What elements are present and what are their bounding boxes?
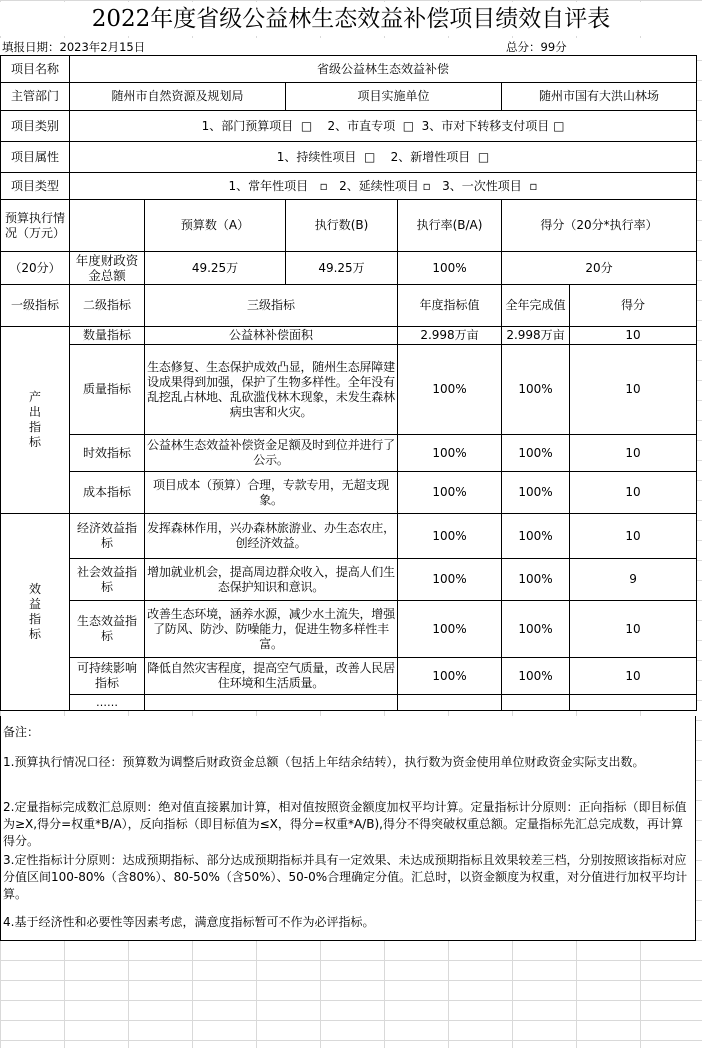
note-4: 4.基于经济性和必要性等因素考虑，满意度指标暂可不作为必评指标。 bbox=[3, 915, 375, 929]
budget-value-rate: 100% bbox=[398, 252, 502, 285]
header-level1: 一级指标 bbox=[1, 285, 70, 327]
group-effect: 效益指标 bbox=[1, 514, 70, 711]
effect-l3: 降低自然灾害程度，提高空气质量，改善人民居住环境和生活质量。 bbox=[145, 658, 398, 695]
budget-header-a: 预算数（A） bbox=[145, 200, 286, 252]
budget-value-row bbox=[1, 252, 697, 285]
effect-l3: 增加就业机会，提高周边群众收入，提高人们生态保护知识和意识。 bbox=[145, 559, 398, 601]
table-row bbox=[1, 435, 697, 472]
impl-unit-label: 项目实施单位 bbox=[286, 83, 502, 111]
fill-date: 填报日期：2023年2月15日 bbox=[0, 38, 502, 56]
table-row bbox=[1, 327, 697, 345]
category-row bbox=[1, 111, 697, 142]
effect-score: 9 bbox=[570, 559, 697, 601]
output-actual: 2.998万亩 bbox=[502, 327, 570, 345]
output-l3: 公益林生态效益补偿资金足额及时到位并进行了公示。 bbox=[145, 435, 398, 472]
header-actual: 全年完成值 bbox=[502, 285, 570, 327]
budget-value-score: 20分 bbox=[502, 252, 697, 285]
empty-cell bbox=[398, 695, 502, 711]
budget-points: （20分） bbox=[1, 252, 70, 285]
output-score: 10 bbox=[570, 472, 697, 514]
output-target: 100% bbox=[398, 472, 502, 514]
effect-l2: 社会效益指标 bbox=[70, 559, 145, 601]
table-row bbox=[1, 514, 697, 559]
output-target: 100% bbox=[398, 345, 502, 435]
empty-cell bbox=[570, 695, 697, 711]
type-label: 项目类型 bbox=[1, 173, 70, 200]
output-l3: 公益林补偿面积 bbox=[145, 327, 398, 345]
notes-section bbox=[0, 716, 696, 941]
effect-score: 10 bbox=[570, 601, 697, 658]
project-name-row bbox=[1, 56, 697, 83]
effect-l3: 发挥森林作用，兴办森林旅游业、办生态农庄，创经济效益。 bbox=[145, 514, 398, 559]
page-title: 2022年度省级公益林生态效益补偿项目绩效自评表 bbox=[0, 2, 702, 36]
empty-cell bbox=[145, 695, 398, 711]
group-output: 产出指标 bbox=[1, 327, 70, 514]
attribute-label: 项目属性 bbox=[1, 142, 70, 173]
effect-score: 10 bbox=[570, 658, 697, 695]
table-row bbox=[1, 601, 697, 658]
impl-unit-value: 随州市国有大洪山林场 bbox=[502, 83, 697, 111]
output-l3: 生态修复、生态保护成效凸显，随州生态屏障建设成果得到加强，保护了生物多样性。全年没有乱挖乱占林地、乱砍滥伐林木现象，未发生森林病虫害和火灾。 bbox=[145, 345, 398, 435]
dept-label: 主管部门 bbox=[1, 83, 70, 111]
budget-label: 预算执行情况（万元） bbox=[1, 200, 70, 252]
effect-actual: 100% bbox=[502, 514, 570, 559]
budget-row-label: 年度财政资金总额 bbox=[70, 252, 145, 285]
project-name-value: 省级公益林生态效益补偿 bbox=[70, 56, 697, 83]
effect-l2: 可持续影响指标 bbox=[70, 658, 145, 695]
total-score: 总分：99分 bbox=[500, 38, 702, 56]
output-l2: 质量指标 bbox=[70, 345, 145, 435]
department-row bbox=[1, 83, 697, 111]
evaluation-table bbox=[0, 55, 697, 711]
table-row bbox=[1, 695, 697, 711]
budget-value-b: 49.25万 bbox=[286, 252, 398, 285]
ellipsis-cell: …… bbox=[70, 695, 145, 711]
effect-l2: 经济效益指标 bbox=[70, 514, 145, 559]
indicator-header-row bbox=[1, 285, 697, 327]
note-2: 2.定量指标完成数汇总原则：绝对值直接累加计算，相对值按照资金额度加权平均计算。定量指标计分原则：正向指标（即目标值为≥X,得分=权重*B/A），反向指标（即目标值为≤X，得分=权重*A/B),得分不得突破权重总额。定量指标先汇总完成数，再计算得分。 bbox=[3, 800, 687, 848]
output-target: 2.998万亩 bbox=[398, 327, 502, 345]
effect-target: 100% bbox=[398, 601, 502, 658]
output-l3: 项目成本（预算）合理，专款专用，无超支现象。 bbox=[145, 472, 398, 514]
header-score: 得分 bbox=[570, 285, 697, 327]
attribute-options: 1、持续性项目 □ 2、新增性项目 □ bbox=[70, 142, 697, 173]
effect-l3: 改善生态环境，涵养水源，减少水土流失，增强了防风、防沙、防噪能力，促进生物多样性丰富。 bbox=[145, 601, 398, 658]
effect-score: 10 bbox=[570, 514, 697, 559]
effect-target: 100% bbox=[398, 514, 502, 559]
table-row bbox=[1, 345, 697, 435]
attribute-row bbox=[1, 142, 697, 173]
note-3: 3.定性指标计分原则：达成预期指标、部分达成预期指标并具有一定效果、未达成预期指标且效果较差三档，分别按照该指标对应分值区间100-80%（含80%）、80-50%（含50%）、50-0%合理确定分值。汇总时，以资金额度为权重，对分值进行加权平均计算。 bbox=[3, 853, 688, 901]
empty-cell bbox=[502, 695, 570, 711]
type-row bbox=[1, 173, 697, 200]
budget-header-rate: 执行率(B/A) bbox=[398, 200, 502, 252]
output-l2: 数量指标 bbox=[70, 327, 145, 345]
budget-header-b: 执行数(B) bbox=[286, 200, 398, 252]
output-target: 100% bbox=[398, 435, 502, 472]
header-level2: 二级指标 bbox=[70, 285, 145, 327]
category-options: 1、部门预算项目 □ 2、市直专项 □ 3、市对下转移支付项目 □ bbox=[70, 111, 697, 142]
dept-value: 随州市自然资源及规划局 bbox=[70, 83, 286, 111]
budget-value-a: 49.25万 bbox=[145, 252, 286, 285]
effect-actual: 100% bbox=[502, 601, 570, 658]
header-target: 年度指标值 bbox=[398, 285, 502, 327]
output-l2: 成本指标 bbox=[70, 472, 145, 514]
output-actual: 100% bbox=[502, 345, 570, 435]
table-row bbox=[1, 472, 697, 514]
budget-header-score: 得分（20分*执行率） bbox=[502, 200, 697, 252]
output-l2: 时效指标 bbox=[70, 435, 145, 472]
output-score: 10 bbox=[570, 435, 697, 472]
effect-target: 100% bbox=[398, 559, 502, 601]
output-score: 10 bbox=[570, 345, 697, 435]
effect-actual: 100% bbox=[502, 658, 570, 695]
category-label: 项目类别 bbox=[1, 111, 70, 142]
budget-empty-cell bbox=[70, 200, 145, 252]
output-actual: 100% bbox=[502, 435, 570, 472]
effect-target: 100% bbox=[398, 658, 502, 695]
table-row bbox=[1, 559, 697, 601]
header-level3: 三级指标 bbox=[145, 285, 398, 327]
output-actual: 100% bbox=[502, 472, 570, 514]
output-score: 10 bbox=[570, 327, 697, 345]
note-1: 1.预算执行情况口径：预算数为调整后财政资金总额（包括上年结余结转），执行数为资金使用单位财政资金实际支出数。 bbox=[3, 755, 645, 769]
type-options: 1、常年性项目 ▫ 2、延续性项目 ▫ 3、一次性项目 ▫ bbox=[70, 173, 697, 200]
table-row bbox=[1, 658, 697, 695]
notes-title: 备注： bbox=[3, 725, 40, 739]
budget-header-row bbox=[1, 200, 697, 252]
effect-actual: 100% bbox=[502, 559, 570, 601]
project-name-label: 项目名称 bbox=[1, 56, 70, 83]
effect-l2: 生态效益指标 bbox=[70, 601, 145, 658]
